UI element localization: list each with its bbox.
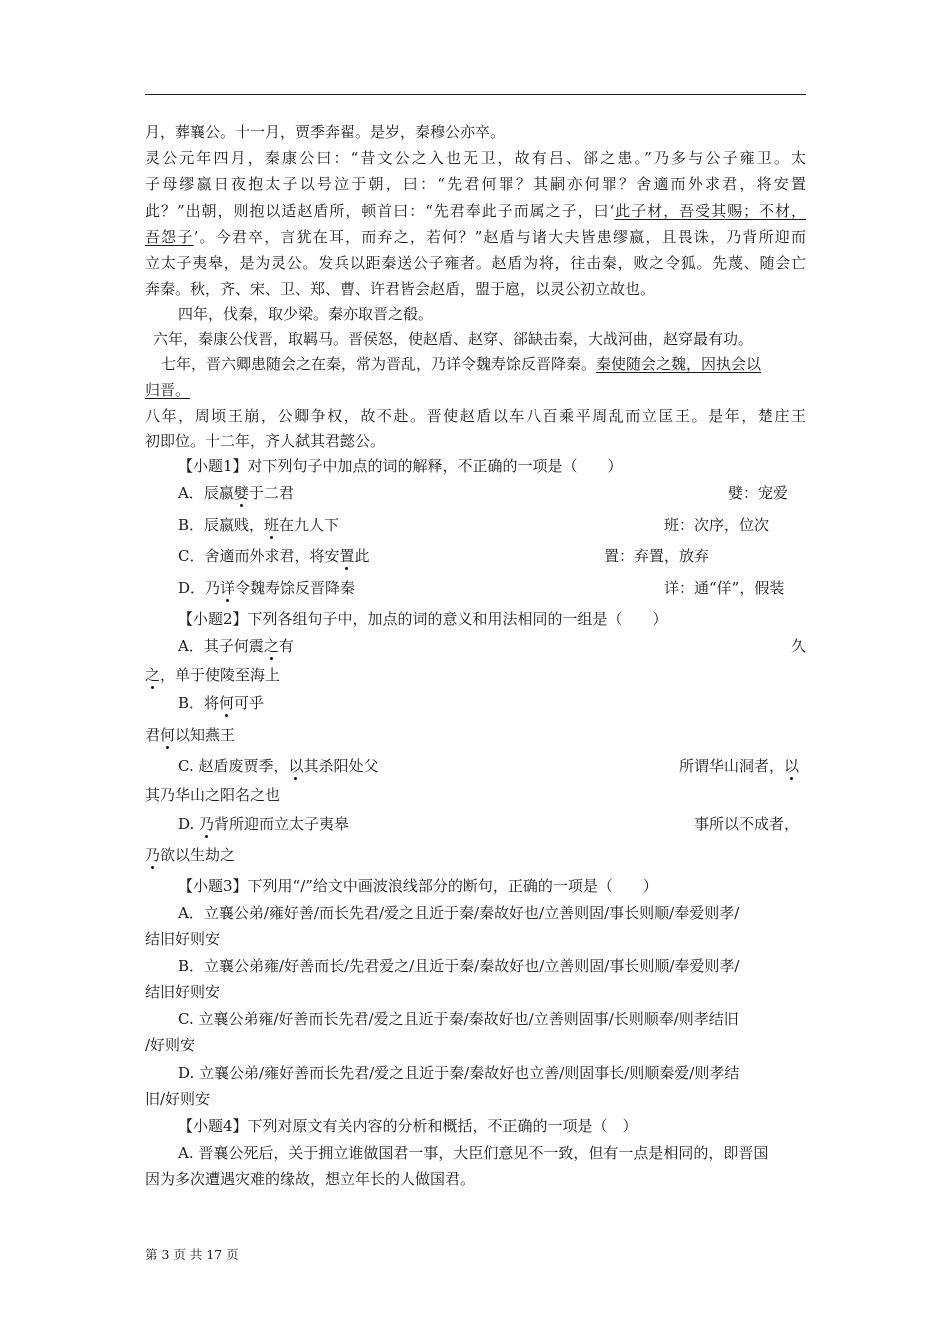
q2-option-a-first: A．其子何震之有 <box>178 637 294 655</box>
wavy-underlined-text: 此子材，吾受其赐；不材， <box>614 202 806 220</box>
dotted-word: 乃 <box>199 815 215 833</box>
dotted-word: 何 <box>160 726 176 744</box>
q1-option-a-explanation: 嬖：宠爱 <box>728 484 789 502</box>
q2-option-d-first: D. 乃背所迎而立太子夷皋 <box>178 815 350 833</box>
header-rule <box>145 94 806 95</box>
dotted-word: 乃 <box>145 846 161 864</box>
dotted-word: 以 <box>288 757 304 775</box>
q2-option-d-second: 乃欲以生劫之 <box>145 846 236 864</box>
dotted-word: 置 <box>339 547 355 565</box>
passage-line-13: 初即位。十二年，齐人弑其君懿公。 <box>145 432 386 450</box>
q2-option-c-second: 其乃华山之阳名之也 <box>145 786 281 804</box>
q3-option-a-cont: 结旧好则安 <box>145 930 221 948</box>
q4-stem: 【小题4】下列对原文有关内容的分析和概括，不正确的一项是（ ） <box>178 1117 638 1135</box>
q3-option-b-cont: 结旧好则安 <box>145 983 221 1001</box>
underlined-sentence-end: 归晋。 <box>145 381 191 399</box>
q1-option-a: A．辰嬴嬖于二君 <box>178 484 294 502</box>
dotted-word: 之 <box>145 666 161 684</box>
q4-option-a-cont: 因为多次遭遇灾难的缘故，想立年长的人做国君。 <box>145 1170 476 1188</box>
q3-option-a: A．立襄公弟/雍好善/而长先君/爱之且近于秦/秦故好也/立善则固/事长则顺/奉爱则孝/ <box>178 904 740 922</box>
passage-line-11 <box>145 381 190 399</box>
dotted-word: 班 <box>264 516 280 534</box>
dotted-word: 以 <box>784 757 800 775</box>
q1-option-b: B．辰嬴贱，班在九人下 <box>178 516 340 534</box>
q1-option-b-explanation: 班：次序，位次 <box>664 516 770 534</box>
passage-line-6: 立太子夷皋，是为灵公。发兵以距秦送公子雍者。赵盾为将，往击秦，败之令狐。先蔑、随会亡 <box>145 254 806 272</box>
q3-option-b: B．立襄公弟雍/好善而长/先君爱之/且近于秦/秦故好也/立善则固/事长则顺/奉爱则孝/ <box>178 957 740 975</box>
passage-line-10: 七年，晋六卿患随会之在秦，常为晋乱，乃详令魏寿馀反晋降秦。秦使随会之魏，因执会以 <box>161 355 762 373</box>
q3-option-d-cont: 旧/好则安 <box>145 1090 211 1108</box>
q1-stem: 【小题1】对下列句子中加点的词的解释，不正确的一项是（ ） <box>178 457 623 475</box>
q2-option-b-second: 君何以知燕王 <box>145 726 236 744</box>
passage-line-2: 灵公元年四月，秦康公曰：“昔文公之入也无卫，故有吕、郤之患。”乃多与公子雍卫。太 <box>145 149 806 167</box>
q1-option-c: C．舍適而外求君，将安置此 <box>178 547 370 565</box>
dotted-word: 嬖 <box>233 484 249 502</box>
passage-line-9: 六年，秦康公伐晋，取羁马。晋侯怒，使赵盾、赵穿、郤缺击秦，大战河曲，赵穿最有功。 <box>153 330 754 348</box>
passage-line-12: 八年，周顷王崩，公卿争权，故不赴。晋使赵盾以车八百乘平周乱而立匡王。是年，楚庄王 <box>145 407 806 425</box>
q2-option-d-second-start: 事所以不成者， <box>694 815 800 833</box>
q4-option-a: A. 晋襄公死后，关于拥立谁做国君一事，大臣们意见不一致，但有一点是相同的，即晋国 <box>178 1144 769 1162</box>
dotted-word: 何 <box>219 694 235 712</box>
q1-option-d: D．乃详令魏寿馀反晋降秦 <box>178 579 356 597</box>
dotted-word: 之 <box>263 637 279 655</box>
passage-line-1: 月，葬襄公。十一月，贾季奔翟。是岁，秦穆公亦卒。 <box>145 123 506 141</box>
q3-option-c: C. 立襄公弟雍/好善而长先君/爱之且近于秦/秦故好也/立善则固事/长则顺奉/则孝结旧 <box>178 1010 739 1028</box>
dotted-word: 详 <box>220 579 236 597</box>
passage-line-4: 此？”出朝，则抱以适赵盾所，顿首曰：“先君奉此子而属之子，曰‘此子材，吾受其赐；不材， <box>145 202 806 220</box>
q1-option-c-explanation: 置：弃置，放弃 <box>604 547 710 565</box>
passage-line-8: 四年，伐秦，取少梁。秦亦取晋之殽。 <box>178 305 434 323</box>
q2-stem: 【小题2】下列各组句子中，加点的词的意义和用法相同的一组是（ ） <box>178 610 668 628</box>
q2-option-a-second: 之，单于使陵至海上 <box>145 666 281 684</box>
q2-option-c-second-start: 所谓华山洞者，以 <box>679 757 800 775</box>
q3-stem: 【小题3】下列用“/”给文中画波浪线部分的断句，正确的一项是（ ） <box>178 877 658 895</box>
q3-option-d: D. 立襄公弟/雍好善而长先君/爱之且近于秦/秦故好也立善/则固事长/则顺秦爱/则孝结 <box>178 1064 740 1082</box>
q2-option-a-second-start: 久 <box>791 637 807 655</box>
q2-option-c-first: C. 赵盾废贾季，以其杀阳处父 <box>178 757 379 775</box>
passage-line-3: 子母缪嬴日夜抱太子以号泣于朝，曰：“先君何罪？其嗣亦何罪？舍適而外求君，将安置 <box>145 175 806 193</box>
page-number-footer: 第 3 页 共 17 页 <box>145 1247 239 1262</box>
wavy-underlined-text-end: 吾怨子 <box>145 228 194 246</box>
passage-line-5: 吾怨子’。今君卒，言犹在耳，而弃之，若何？”赵盾与诸大夫皆患缪嬴，且畏诛，乃背所迎而 <box>145 228 806 246</box>
q3-option-c-cont: /好则安 <box>145 1036 196 1054</box>
q2-option-b-first: B．将何可乎 <box>178 694 265 712</box>
underlined-sentence: 秦使随会之魏，因执会以 <box>596 355 762 373</box>
passage-line-7: 奔秦。秋，齐、宋、卫、郑、曹、许君皆会赵盾，盟于扈，以灵公初立故也。 <box>145 280 656 298</box>
q1-option-d-explanation: 详：通“佯”，假装 <box>664 579 785 597</box>
